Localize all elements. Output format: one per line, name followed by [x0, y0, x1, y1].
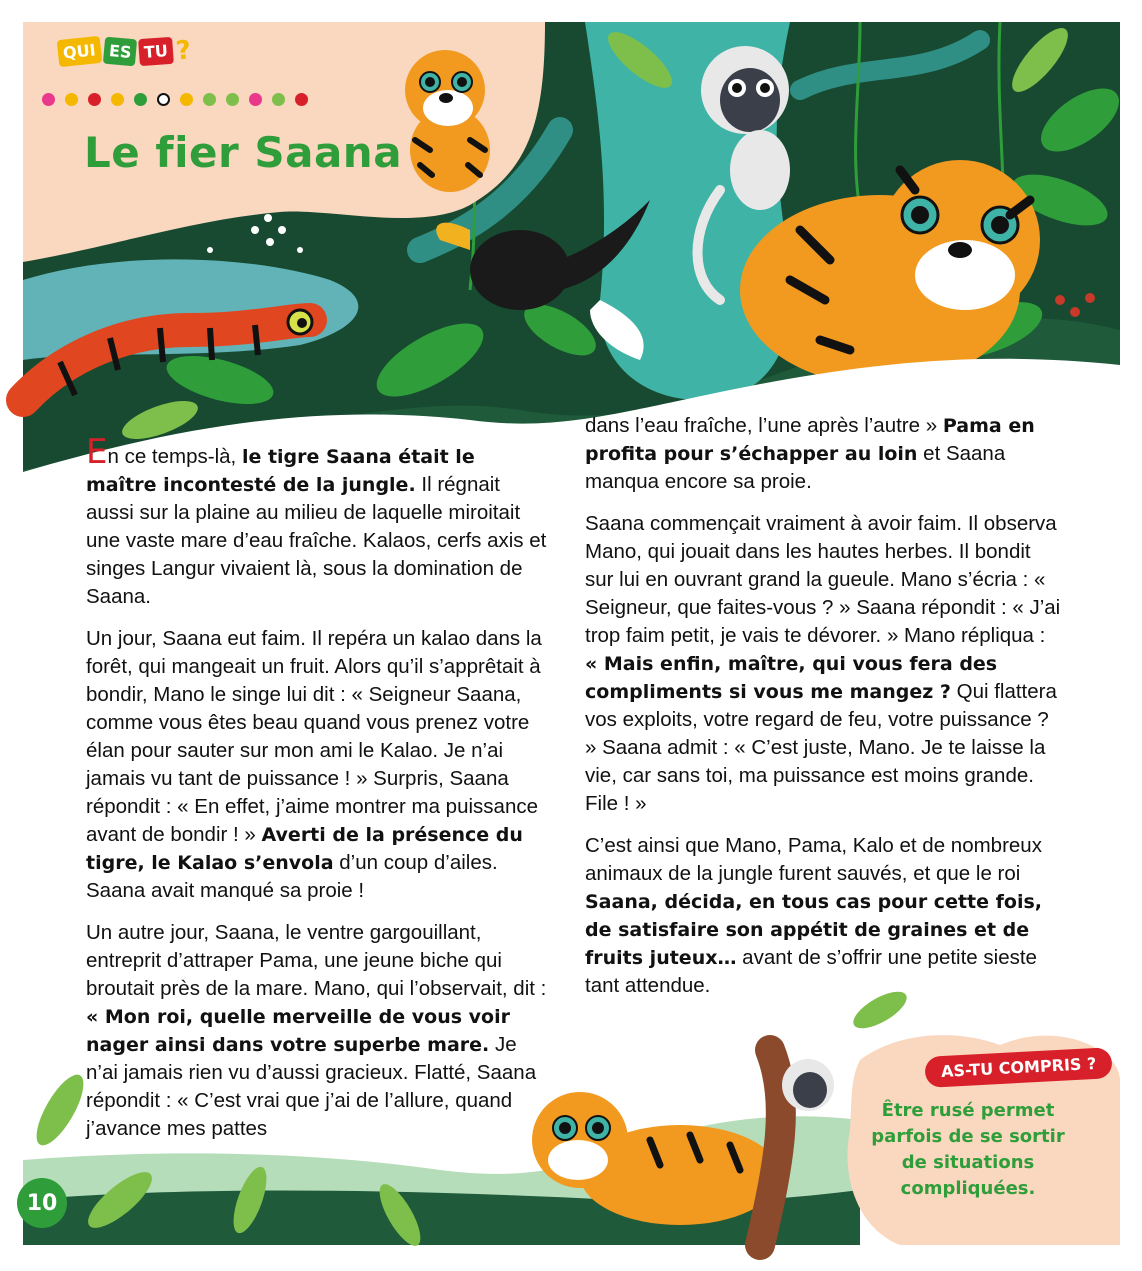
hornbill [470, 230, 570, 310]
text-run: Saana commençait vraiment à avoir faim. Il observa Mano, qui jouait dans les hautes herbes. Il bondit sur lui en ouvrant grand la gueule. Mano s’écria : « Seigneur, que faites-vous ? » Saana répondit : « J’ai trop faim petit, je vais te dévorer. » Mano répliqua : [585, 512, 1061, 647]
text-run: Un jour, Saana eut faim. Il repéra un kalao dans la forêt, qui mangeait un fruit. Alors qu’il s’apprêtait à bondir, Mano le singe lui dit : « Seigneur Saana, comme vous êtes beau quand vous prenez votre élan pour sauter sur mon ami le Kalao. Je n’ai jamais vu tant de puissance ! » Surpris, Saana répondit : « En effet, j’aime montrer ma puissance avant de bondir ! » [86, 627, 542, 846]
dot [134, 93, 147, 106]
page-title: Le fier Saana [84, 128, 403, 177]
story-paragraph-4 [585, 412, 1063, 496]
text-run: n ce temps-là, [107, 445, 242, 468]
text-run: dans l’eau fraîche, l’une après l’autre » [585, 414, 943, 437]
brand-word-qui: QUI [57, 35, 102, 66]
bold-run: Pama en profita pour s’échapper au loin [585, 415, 1035, 465]
bold-run: le tigre Saana était le maître incontesté de la jungle. [86, 446, 475, 496]
story-paragraph-6 [585, 832, 1063, 1000]
story-moral: Être rusé permet parfois de se sortir de situations compliquées. [871, 1100, 1065, 1199]
text-run: et Saana manqua encore sa proie. [585, 442, 1006, 493]
bold-run: Saana, décida, en tous cas pour cette fois, de satisfaire son appétit de graines et de fruits juteux… [585, 891, 1042, 969]
story-column-left [86, 432, 548, 1157]
dot [157, 93, 170, 106]
dot [180, 93, 193, 106]
text-run: Il régnait aussi sur la plaine au milieu de laquelle miroitait une vaste mare d’eau fraîche. Kalaos, cerfs axis et singes Langur vivaient là, sous la domination de Saana. [86, 473, 547, 608]
story-paragraph-1 [86, 432, 548, 611]
dot [65, 93, 78, 106]
dot [88, 93, 101, 106]
dot [42, 93, 55, 106]
dot [295, 93, 308, 106]
bold-run: Averti de la présence du tigre, le Kalao s’envola [86, 824, 523, 874]
decorative-dots [42, 93, 308, 106]
brand-word-es: ES [102, 36, 137, 66]
story-paragraph-2 [86, 625, 548, 905]
dot [111, 93, 124, 106]
text-run: d’un coup d’ailes. Saana avait manqué sa proie ! [86, 851, 498, 902]
bold-run: « Mais enfin, maître, qui vous fera des compliments si vous me mangez ? [585, 653, 998, 703]
text-run: Qui flattera vos exploits, votre regard de feu, votre puissance ? » Saana admit : « C’est juste, Mano. Je te laisse la vie, car sans toi, ma puissance est moins grande. File ! » [585, 680, 1057, 815]
text-run: avant de s’offrir une petite sieste tant attendue. [585, 946, 1037, 997]
page-number: 10 [17, 1178, 67, 1228]
dot [226, 93, 239, 106]
story-column-right [585, 412, 1063, 1014]
bold-run: « Mon roi, quelle merveille de vous voir nager ainsi dans votre superbe mare. [86, 1006, 510, 1056]
text-run: Un autre jour, Saana, le ventre gargouillant, entreprit d’attraper Pama, une jeune biche qui broutait près de la mare. Mano, qui l’observait, dit : [86, 921, 547, 1000]
story-paragraph-3 [86, 919, 548, 1143]
brand-question-mark: ? [174, 35, 193, 67]
story-paragraph-5 [585, 510, 1063, 818]
as-tu-compris-badge: AS-TU COMPRIS ? [924, 1047, 1113, 1088]
text-run: C’est ainsi que Mano, Pama, Kalo et de nombreux animaux de la jungle furent sauvés, et que le roi [585, 834, 1042, 885]
text-run: Je n’ai jamais rien vu d’aussi gracieux. Flatté, Saana répondit : « C’est vrai que j’ai de l’allure, quand j’avance mes pattes [86, 1033, 537, 1140]
dot [272, 93, 285, 106]
dot [249, 93, 262, 106]
dot [203, 93, 216, 106]
brand-word-tu: TU [138, 36, 174, 65]
drop-cap: E [86, 432, 108, 472]
magazine-brand [58, 36, 191, 66]
